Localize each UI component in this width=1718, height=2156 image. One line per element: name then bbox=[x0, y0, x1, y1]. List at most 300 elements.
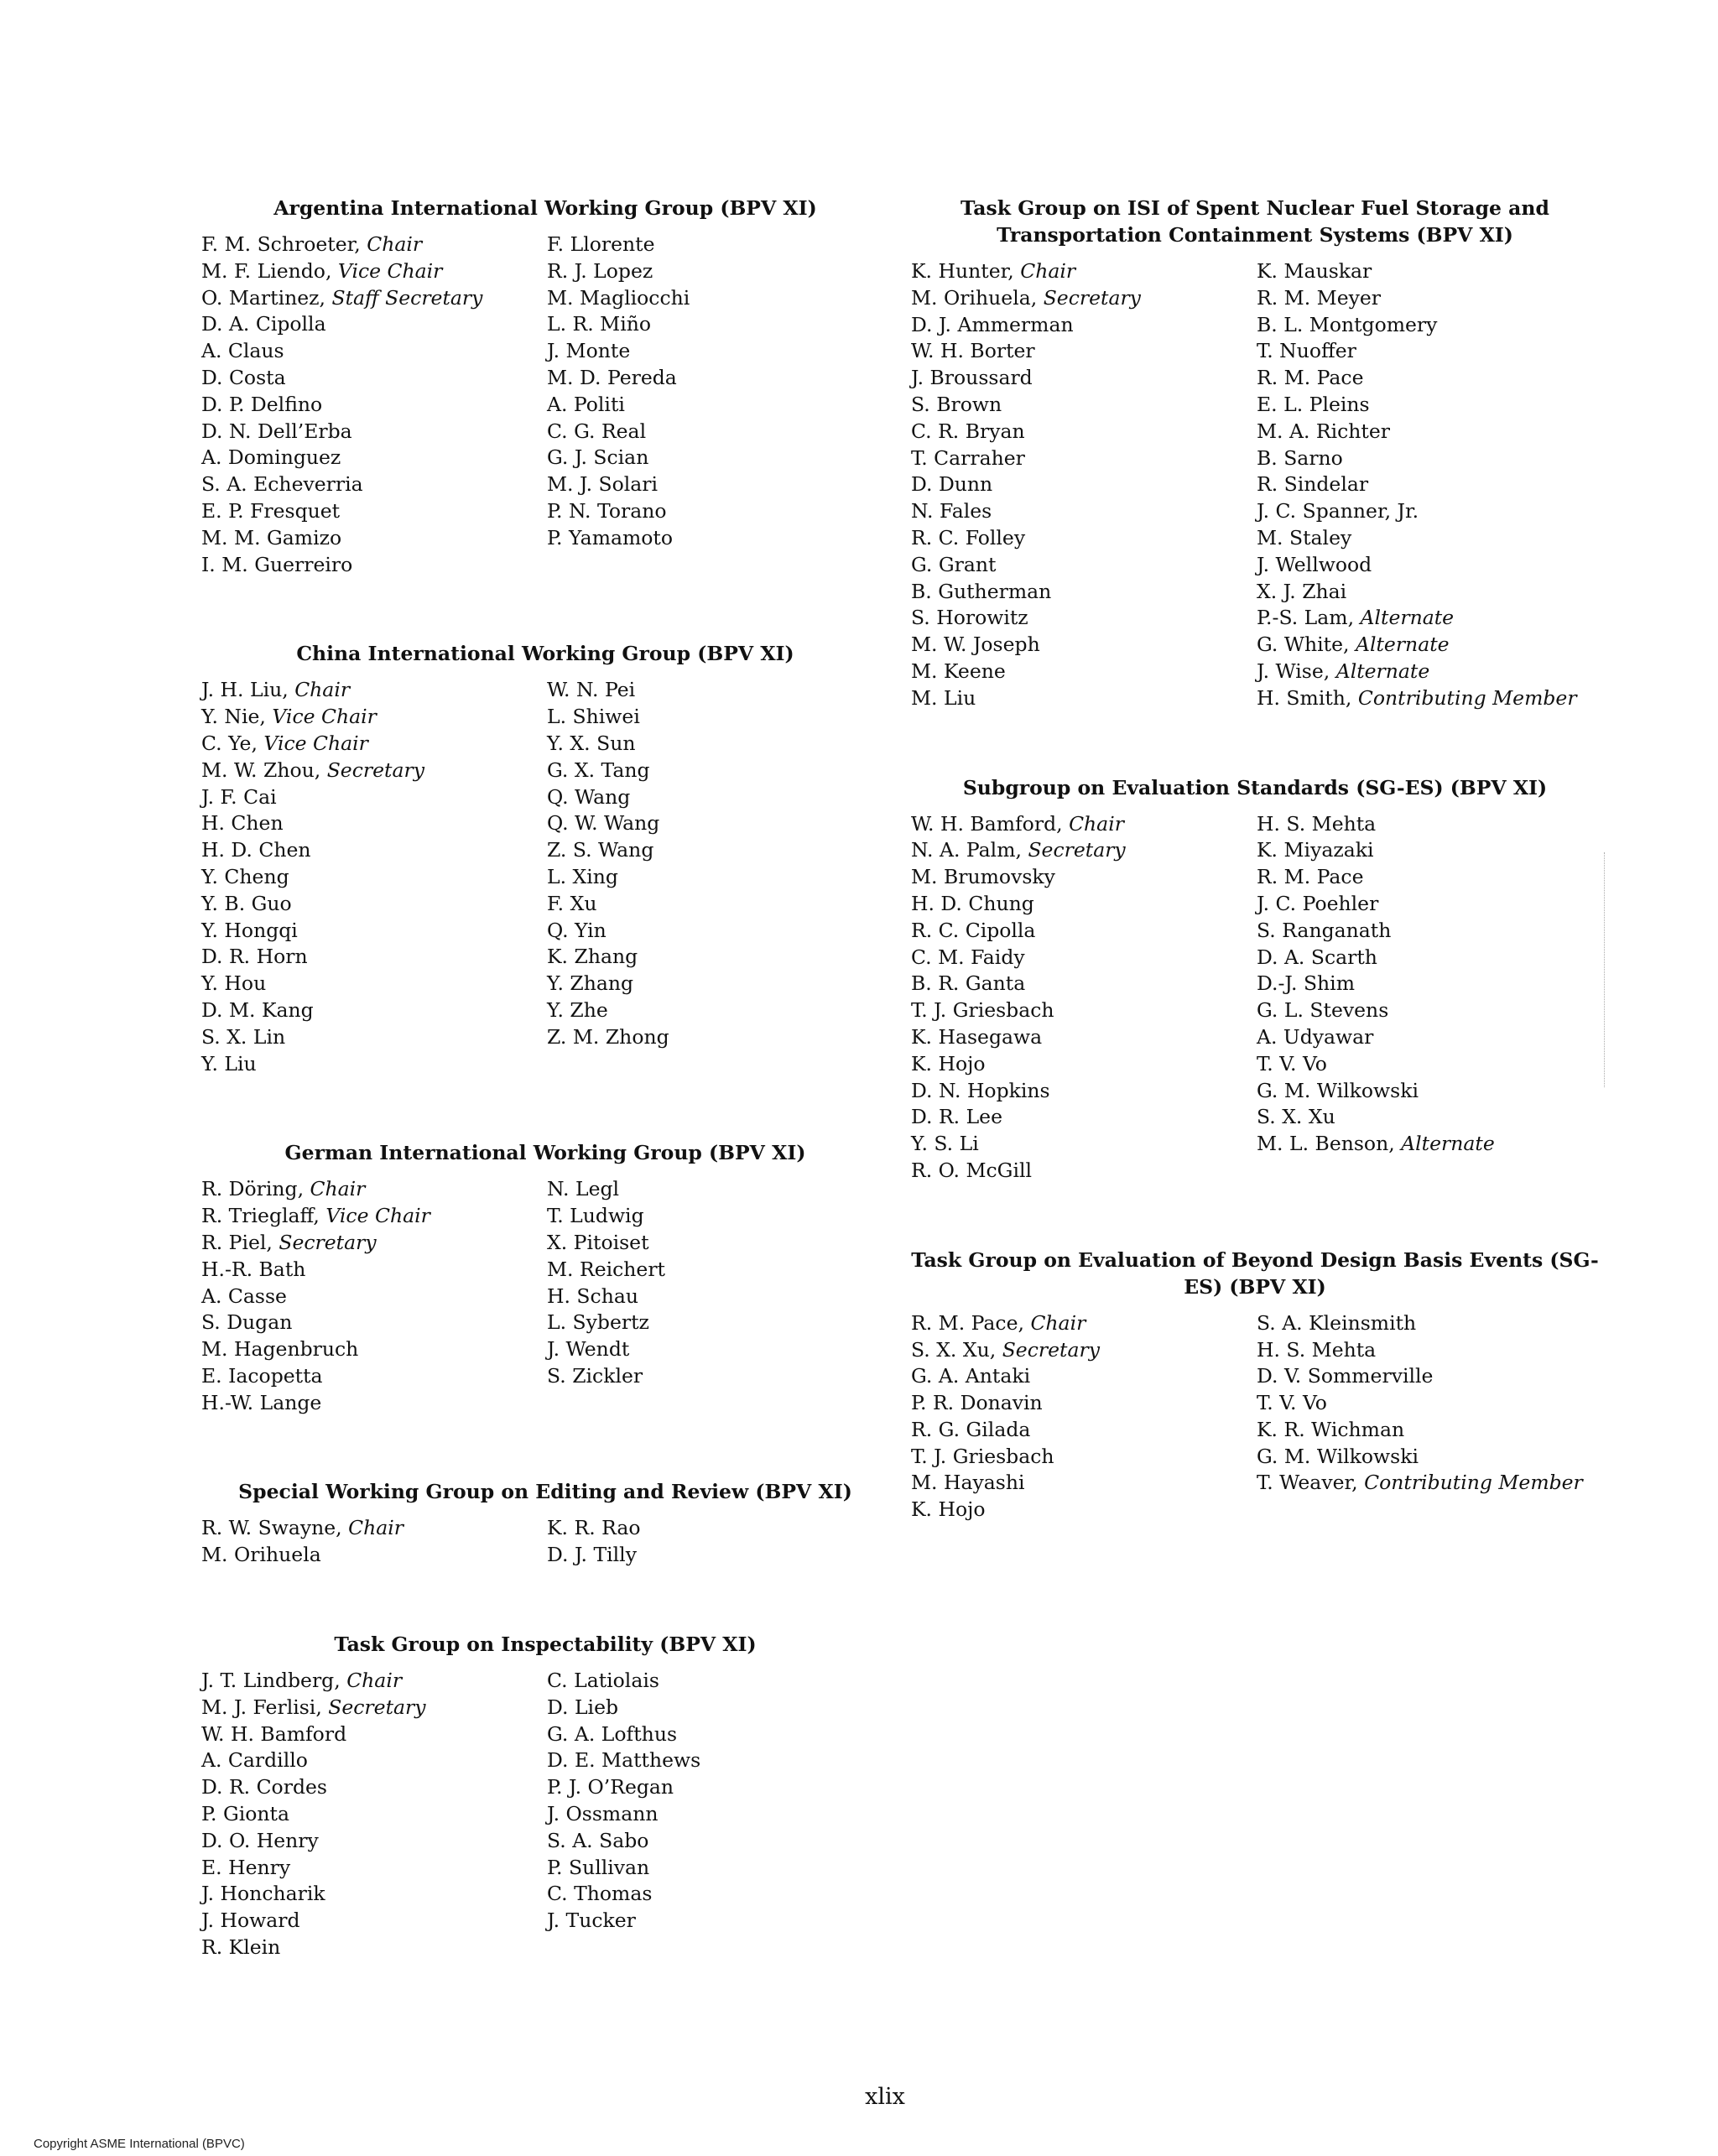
member-entry bbox=[201, 810, 547, 837]
left-column bbox=[201, 195, 889, 2023]
member-entry: J. T. Lindberg, Chair bbox=[201, 1669, 403, 1693]
member-column-left bbox=[911, 1310, 1257, 1523]
member-name: S. A. Kleinsmith bbox=[1257, 1310, 1417, 1335]
member-entry bbox=[201, 1363, 547, 1390]
member-name: K. R. Wichman bbox=[1257, 1417, 1405, 1441]
member-name: K. Hunter bbox=[911, 259, 1008, 283]
committee-group bbox=[911, 195, 1599, 712]
member-entry bbox=[1257, 525, 1599, 552]
member-role: Chair bbox=[348, 1516, 404, 1540]
member-name: R. O. McGill bbox=[911, 1158, 1033, 1182]
member-entry bbox=[201, 1908, 547, 1935]
member-name: N. Legl bbox=[547, 1177, 620, 1201]
member-name: A. Casse bbox=[201, 1284, 287, 1308]
committee-group bbox=[911, 1247, 1599, 1523]
member-entry: J. H. Liu, Chair bbox=[201, 678, 351, 702]
member-name: B. R. Ganta bbox=[911, 971, 1026, 996]
member-entry bbox=[547, 810, 889, 837]
member-name: D. N. Hopkins bbox=[911, 1078, 1050, 1102]
member-entry bbox=[1257, 971, 1599, 997]
member-name: M. W. Joseph bbox=[911, 633, 1040, 657]
member-name: M. J. Solari bbox=[547, 472, 659, 497]
member-entry bbox=[911, 1158, 1257, 1185]
member-name: F. Xu bbox=[547, 891, 597, 915]
member-name: P. J. O’Regan bbox=[547, 1775, 674, 1799]
member-name: C. Thomas bbox=[547, 1882, 653, 1906]
member-name: G. Grant bbox=[911, 552, 997, 576]
member-column-right bbox=[547, 232, 889, 578]
member-entry bbox=[1257, 471, 1599, 498]
member-name: O. Martinez bbox=[201, 285, 320, 310]
member-name: C. R. Bryan bbox=[911, 419, 1025, 443]
member-entry bbox=[547, 997, 889, 1024]
member-entry bbox=[547, 971, 889, 997]
member-entry bbox=[911, 498, 1257, 525]
member-entry bbox=[547, 1024, 889, 1051]
member-entry bbox=[1257, 338, 1599, 365]
member-name: W. H. Borter bbox=[911, 339, 1035, 363]
member-name: Y. Liu bbox=[201, 1051, 257, 1075]
member-name: Z. M. Zhong bbox=[547, 1024, 669, 1049]
member-role: Secretary bbox=[1028, 838, 1126, 862]
member-name: M. Liu bbox=[911, 685, 976, 710]
member-name: D. A. Scarth bbox=[1257, 945, 1377, 969]
member-role: Alternate bbox=[1360, 606, 1455, 630]
copyright-notice: Copyright ASME International (BPVC) bbox=[34, 2137, 245, 2151]
member-name: H. Chen bbox=[201, 811, 284, 836]
member-entry: Y. Nie, Vice Chair bbox=[201, 705, 377, 729]
member-column-right bbox=[547, 1176, 889, 1416]
member-entry bbox=[1257, 258, 1599, 285]
member-entry: J. Wise, Alternate bbox=[1257, 659, 1430, 683]
member-name: F. M. Schroeter bbox=[201, 232, 355, 256]
member-entry bbox=[1257, 1417, 1599, 1444]
member-entry bbox=[201, 1024, 547, 1051]
member-entry bbox=[1257, 1104, 1599, 1131]
member-entry bbox=[1257, 1390, 1599, 1417]
member-name: W. N. Pei bbox=[547, 678, 636, 702]
member-name: R. Sindelar bbox=[1257, 472, 1369, 497]
member-entry bbox=[547, 258, 889, 285]
member-name: R. M. Pace bbox=[1257, 865, 1364, 889]
member-entry bbox=[201, 1721, 547, 1748]
member-entry bbox=[1257, 365, 1599, 392]
member-name: H. S. Mehta bbox=[1257, 1337, 1377, 1362]
member-entry bbox=[547, 1336, 889, 1363]
group-title: Argentina International Working Group (BPV XI) bbox=[273, 196, 817, 220]
member-list bbox=[201, 1668, 889, 1961]
member-entry bbox=[911, 1078, 1257, 1105]
group-title: German International Working Group (BPV XI) bbox=[284, 1141, 806, 1165]
member-name: D. R. Cordes bbox=[201, 1775, 327, 1799]
member-entry bbox=[1257, 1337, 1599, 1364]
member-entry bbox=[547, 1828, 889, 1855]
member-name: S. X. Xu bbox=[911, 1337, 990, 1362]
member-name: H. S. Mehta bbox=[1257, 811, 1377, 836]
member-name: Y. Cheng bbox=[201, 864, 289, 888]
member-entry bbox=[911, 1444, 1257, 1471]
member-name: J. Honcharik bbox=[201, 1882, 325, 1906]
member-entry bbox=[911, 659, 1257, 685]
member-role: Secretary bbox=[328, 1695, 426, 1719]
member-column-right bbox=[547, 677, 889, 1077]
member-entry bbox=[547, 1176, 889, 1203]
member-role: Chair bbox=[346, 1669, 403, 1693]
member-name: E. L. Pleins bbox=[1257, 392, 1370, 416]
member-name: J. Wendt bbox=[547, 1337, 630, 1362]
member-name: B. L. Montgomery bbox=[1257, 312, 1438, 336]
member-name: K. Hasegawa bbox=[911, 1024, 1043, 1049]
member-role: Vice Chair bbox=[263, 731, 368, 755]
member-entry bbox=[547, 944, 889, 971]
member-entry: M. L. Benson, Alternate bbox=[1257, 1132, 1495, 1156]
member-name: S. Ranganath bbox=[1257, 918, 1392, 942]
member-entry bbox=[201, 471, 547, 498]
member-entry bbox=[547, 311, 889, 338]
member-name: T. V. Vo bbox=[1257, 1391, 1327, 1415]
member-entry bbox=[911, 525, 1257, 552]
member-entry bbox=[547, 445, 889, 471]
member-entry bbox=[911, 392, 1257, 419]
member-name: L. Shiwei bbox=[547, 705, 640, 729]
member-entry bbox=[547, 758, 889, 784]
member-name: H.-W. Lange bbox=[201, 1390, 322, 1414]
member-list bbox=[201, 232, 889, 578]
member-role: Secretary bbox=[326, 758, 424, 782]
member-entry bbox=[547, 365, 889, 392]
member-entry bbox=[911, 1131, 1257, 1158]
member-entry bbox=[547, 471, 889, 498]
member-entry bbox=[201, 918, 547, 945]
member-entry bbox=[201, 837, 547, 864]
member-name: G. M. Wilkowski bbox=[1257, 1078, 1419, 1102]
member-name: M. L. Benson bbox=[1257, 1132, 1389, 1156]
member-entry bbox=[201, 944, 547, 971]
member-entry bbox=[1257, 1444, 1599, 1471]
member-name: D. V. Sommerville bbox=[1257, 1364, 1434, 1388]
member-name: E. P. Fresquet bbox=[201, 498, 341, 523]
member-entry: F. M. Schroeter, Chair bbox=[201, 232, 423, 256]
member-name: T. Nuoffer bbox=[1257, 339, 1356, 363]
member-role: Alternate bbox=[1355, 633, 1450, 657]
member-name: M. Orihuela bbox=[201, 1543, 321, 1567]
member-name: R. Trieglaff bbox=[201, 1204, 314, 1228]
member-entry bbox=[201, 997, 547, 1024]
member-entry: R. M. Pace, Chair bbox=[911, 1310, 1086, 1335]
member-name: M. F. Liendo bbox=[201, 258, 325, 283]
member-name: K. R. Rao bbox=[547, 1516, 641, 1540]
member-entry bbox=[547, 1774, 889, 1801]
member-entry: W. H. Bamford, Chair bbox=[911, 811, 1124, 836]
member-entry bbox=[911, 1051, 1257, 1078]
member-name: J. H. Liu bbox=[201, 678, 283, 702]
committee-group bbox=[201, 195, 889, 578]
member-entry bbox=[201, 445, 547, 471]
member-name: R. C. Cipolla bbox=[911, 918, 1036, 942]
member-name: L. Sybertz bbox=[547, 1310, 649, 1335]
member-name: S. X. Lin bbox=[201, 1024, 286, 1049]
member-name: A. Dominguez bbox=[201, 445, 341, 470]
member-role: Chair bbox=[310, 1177, 366, 1201]
member-name: D. R. Horn bbox=[201, 945, 308, 969]
member-name: R. J. Lopez bbox=[547, 258, 653, 283]
member-name: J. C. Spanner, Jr. bbox=[1257, 499, 1419, 523]
page-number: xlix bbox=[865, 2084, 905, 2110]
member-entry bbox=[547, 1721, 889, 1748]
member-role: Secretary bbox=[1002, 1337, 1100, 1362]
member-name: D. Dunn bbox=[911, 472, 993, 497]
group-title: Task Group on Evaluation of Beyond Design Basis Events (SG-ES) (BPV XI) bbox=[911, 1247, 1599, 1299]
member-entry bbox=[201, 1336, 547, 1363]
committee-group bbox=[911, 774, 1599, 1185]
member-entry bbox=[911, 1390, 1257, 1417]
member-entry bbox=[201, 365, 547, 392]
member-entry bbox=[911, 1417, 1257, 1444]
member-name: J. Tucker bbox=[547, 1909, 636, 1933]
member-entry bbox=[911, 632, 1257, 659]
member-entry bbox=[547, 1363, 889, 1390]
member-entry bbox=[201, 1828, 547, 1855]
group-title: Special Working Group on Editing and Review (BPV XI) bbox=[238, 1480, 852, 1504]
member-name: P. N. Torano bbox=[547, 498, 667, 523]
member-entry: N. A. Palm, Secretary bbox=[911, 838, 1126, 862]
member-entry: R. Piel, Secretary bbox=[201, 1230, 377, 1254]
member-entry bbox=[547, 918, 889, 945]
member-column-right bbox=[1257, 1310, 1599, 1523]
member-name: S. Brown bbox=[911, 392, 1002, 416]
member-role: Secretary bbox=[1043, 285, 1141, 310]
member-entry bbox=[911, 971, 1257, 997]
member-name: C. M. Faidy bbox=[911, 945, 1025, 969]
member-name: M. Brumovsky bbox=[911, 865, 1055, 889]
member-entry bbox=[911, 419, 1257, 445]
member-name: D. J. Tilly bbox=[547, 1543, 637, 1567]
member-entry bbox=[547, 731, 889, 758]
margin-marks bbox=[1604, 852, 1608, 1087]
member-name: A. Politi bbox=[547, 392, 625, 416]
member-name: C. Latiolais bbox=[547, 1669, 659, 1693]
committee-group bbox=[201, 1631, 889, 1961]
member-entry bbox=[911, 918, 1257, 945]
member-name: M. Magliocchi bbox=[547, 285, 690, 310]
member-entry bbox=[547, 677, 889, 704]
member-name: Q. Yin bbox=[547, 918, 607, 942]
member-entry bbox=[547, 338, 889, 365]
member-entry bbox=[911, 365, 1257, 392]
committee-group bbox=[201, 1478, 889, 1569]
member-name: S. Horowitz bbox=[911, 606, 1028, 630]
member-entry bbox=[201, 525, 547, 552]
member-entry bbox=[1257, 864, 1599, 891]
member-entry bbox=[1257, 579, 1599, 606]
member-entry: H. Smith, Contributing Member bbox=[1257, 685, 1577, 710]
member-name: R. Piel bbox=[201, 1230, 267, 1254]
member-name: J. Wellwood bbox=[1257, 552, 1372, 576]
member-name: K. Miyazaki bbox=[1257, 838, 1374, 862]
member-list bbox=[201, 1176, 889, 1416]
member-entry bbox=[911, 1497, 1257, 1523]
member-entry bbox=[201, 971, 547, 997]
member-entry bbox=[201, 1284, 547, 1310]
member-entry: R. W. Swayne, Chair bbox=[201, 1516, 404, 1540]
member-entry bbox=[547, 784, 889, 811]
member-name: P. R. Donavin bbox=[911, 1391, 1043, 1415]
member-entry bbox=[547, 1542, 889, 1569]
member-role: Vice Chair bbox=[272, 705, 377, 729]
member-entry bbox=[911, 1470, 1257, 1497]
member-name: R. C. Folley bbox=[911, 525, 1026, 549]
member-entry bbox=[911, 312, 1257, 339]
member-entry bbox=[201, 1310, 547, 1336]
member-name: D. M. Kang bbox=[201, 997, 314, 1022]
member-name: G. X. Tang bbox=[547, 758, 650, 782]
member-entry bbox=[1257, 1078, 1599, 1105]
member-name: W. H. Bamford bbox=[911, 811, 1057, 836]
member-entry bbox=[201, 498, 547, 525]
member-role: Contributing Member bbox=[1364, 1471, 1583, 1495]
member-name: K. Hojo bbox=[911, 1497, 986, 1522]
member-name: F. Llorente bbox=[547, 232, 655, 256]
member-list bbox=[201, 677, 889, 1077]
member-name: M. W. Zhou bbox=[201, 758, 315, 782]
right-column bbox=[911, 195, 1599, 1586]
member-entry: M. Orihuela, Secretary bbox=[911, 285, 1141, 310]
member-entry bbox=[1257, 1310, 1599, 1337]
member-name: B. Gutherman bbox=[911, 579, 1052, 603]
member-column-right bbox=[1257, 258, 1599, 712]
member-name: M. D. Pereda bbox=[547, 365, 677, 389]
member-entry bbox=[547, 1695, 889, 1721]
member-role: Chair bbox=[1020, 259, 1076, 283]
member-entry bbox=[547, 1668, 889, 1695]
member-name: P. Gionta bbox=[201, 1802, 290, 1826]
member-name: X. J. Zhai bbox=[1257, 579, 1347, 603]
member-entry bbox=[547, 1230, 889, 1257]
member-name: Q. Wang bbox=[547, 784, 631, 809]
member-name: Z. S. Wang bbox=[547, 838, 654, 862]
member-entry bbox=[911, 945, 1257, 971]
member-entry bbox=[547, 1284, 889, 1310]
member-entry bbox=[547, 498, 889, 525]
member-list bbox=[911, 811, 1599, 1185]
member-entry bbox=[547, 392, 889, 419]
member-column-right bbox=[547, 1668, 889, 1961]
member-entry bbox=[547, 1908, 889, 1935]
member-role: Alternate bbox=[1401, 1132, 1495, 1156]
member-name: Y. Hongqi bbox=[201, 918, 298, 942]
member-entry bbox=[1257, 1024, 1599, 1051]
member-name: A. Cardillo bbox=[201, 1748, 308, 1773]
member-name: D. R. Lee bbox=[911, 1105, 1002, 1129]
group-title: Task Group on Inspectability (BPV XI) bbox=[334, 1633, 757, 1657]
member-entry: M. W. Zhou, Secretary bbox=[201, 758, 424, 782]
member-name: C. Ye bbox=[201, 731, 252, 755]
member-entry bbox=[201, 891, 547, 918]
member-entry: T. Weaver, Contributing Member bbox=[1257, 1471, 1583, 1495]
member-entry bbox=[547, 891, 889, 918]
member-name: T. Ludwig bbox=[547, 1204, 644, 1228]
member-name: H.-R. Bath bbox=[201, 1257, 306, 1281]
member-name: E. Henry bbox=[201, 1855, 291, 1879]
member-name: S. Zickler bbox=[547, 1363, 643, 1388]
member-name: D. P. Delfino bbox=[201, 392, 323, 416]
member-entry bbox=[1257, 392, 1599, 419]
member-column-left bbox=[201, 232, 547, 578]
member-name: M. A. Richter bbox=[1257, 419, 1391, 443]
member-name: M. Orihuela bbox=[911, 285, 1031, 310]
member-entry bbox=[1257, 445, 1599, 472]
member-name: H. Schau bbox=[547, 1284, 638, 1308]
member-name: M. M. Gamizo bbox=[201, 525, 342, 549]
member-name: H. D. Chen bbox=[201, 838, 311, 862]
member-role: Chair bbox=[1030, 1310, 1086, 1335]
member-name: D. Lieb bbox=[547, 1695, 619, 1719]
member-entry bbox=[201, 1801, 547, 1828]
member-name: G. A. Lofthus bbox=[547, 1721, 678, 1746]
member-name: J. Ossmann bbox=[547, 1802, 659, 1826]
member-name: D. O. Henry bbox=[201, 1828, 319, 1852]
member-role: Chair bbox=[367, 232, 423, 256]
member-entry bbox=[1257, 837, 1599, 864]
member-name: D.-J. Shim bbox=[1257, 971, 1355, 996]
member-name: Y. Zhang bbox=[547, 971, 634, 996]
member-name: J. Wise bbox=[1257, 659, 1324, 683]
member-name: R. M. Pace bbox=[911, 1310, 1018, 1335]
member-name: D. E. Matthews bbox=[547, 1748, 701, 1773]
member-entry bbox=[201, 1747, 547, 1774]
member-entry bbox=[1257, 1051, 1599, 1078]
member-entry bbox=[1257, 312, 1599, 339]
member-name: A. Udyawar bbox=[1257, 1024, 1374, 1049]
member-name: B. Sarno bbox=[1257, 445, 1343, 470]
member-name: H. Smith bbox=[1257, 685, 1346, 710]
member-entry bbox=[547, 1257, 889, 1284]
member-entry bbox=[911, 1363, 1257, 1390]
member-name: Q. W. Wang bbox=[547, 811, 660, 836]
member-entry: K. Hunter, Chair bbox=[911, 259, 1076, 283]
member-name: S. Dugan bbox=[201, 1310, 293, 1335]
member-entry bbox=[547, 1203, 889, 1230]
member-entry bbox=[547, 864, 889, 891]
member-column-left bbox=[201, 677, 547, 1077]
member-column-left bbox=[201, 1668, 547, 1961]
member-entry bbox=[201, 1881, 547, 1908]
member-entry bbox=[547, 704, 889, 731]
member-name: R. G. Gilada bbox=[911, 1417, 1031, 1441]
member-name: I. M. Guerreiro bbox=[201, 552, 353, 576]
member-name: D. A. Cipolla bbox=[201, 312, 326, 336]
member-name: D. J. Ammerman bbox=[911, 312, 1074, 336]
member-name: Y. B. Guo bbox=[201, 891, 292, 915]
member-entry bbox=[911, 891, 1257, 918]
member-entry bbox=[911, 1104, 1257, 1131]
member-name: Y. X. Sun bbox=[547, 731, 636, 755]
member-name: A. Claus bbox=[201, 339, 284, 363]
member-column-right bbox=[1257, 811, 1599, 1185]
member-name: D. Costa bbox=[201, 365, 286, 389]
member-name: R. Döring bbox=[201, 1177, 298, 1201]
member-entry bbox=[1257, 918, 1599, 945]
member-entry bbox=[1257, 419, 1599, 445]
member-entry: R. Döring, Chair bbox=[201, 1177, 366, 1201]
member-name: J. Howard bbox=[201, 1909, 300, 1933]
member-entry bbox=[201, 392, 547, 419]
member-role: Vice Chair bbox=[337, 258, 443, 283]
member-name: G. J. Scian bbox=[547, 445, 649, 470]
member-entry bbox=[547, 1515, 889, 1542]
member-entry: M. J. Ferlisi, Secretary bbox=[201, 1695, 426, 1719]
member-column-left bbox=[201, 1515, 547, 1569]
